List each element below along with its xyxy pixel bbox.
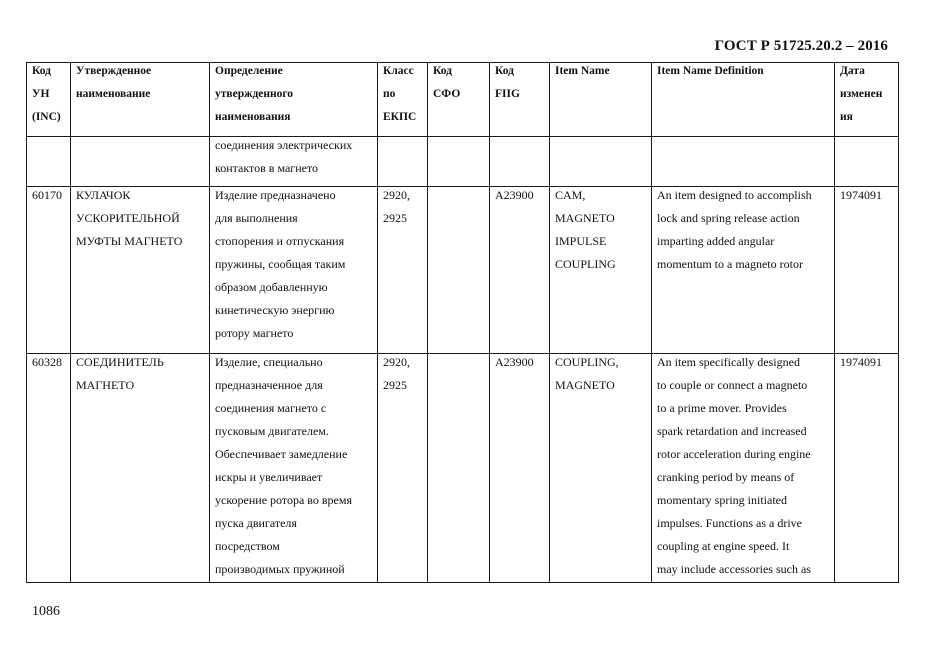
- name-ru-cell: [71, 187, 210, 354]
- cell-line: наименования: [215, 111, 291, 123]
- page-number: 1086: [32, 604, 60, 619]
- cell-line: An item specifically designed: [657, 355, 800, 369]
- cell-line: COUPLING: [555, 257, 616, 271]
- cell-line: МАГНЕТО: [76, 378, 135, 392]
- sfo-cell: [428, 354, 490, 583]
- cell-line: посредством: [215, 539, 280, 553]
- header-date: [835, 63, 899, 137]
- cell-line: 2920,: [383, 188, 410, 202]
- cell-line: ротору магнето: [215, 326, 294, 340]
- cell-line: для выполнения: [215, 211, 298, 225]
- cell-line: ия: [840, 111, 853, 123]
- item-name-cell: [550, 187, 652, 354]
- inc-cell: 60328: [27, 354, 71, 583]
- cell-line: УН: [32, 88, 50, 100]
- cell-line: Item Name Definition: [657, 65, 764, 77]
- definition-en-cell: [652, 187, 835, 354]
- header-definition-ru: [210, 63, 378, 137]
- cell-line: МУФТЫ МАГНЕТО: [76, 234, 183, 248]
- cell-line: предназначенное для: [215, 378, 323, 392]
- cell-line: искры и увеличивает: [215, 470, 323, 484]
- cell-line: пружины, сообщая таким: [215, 257, 346, 271]
- cell-line: momentary spring initiated: [657, 493, 787, 507]
- cell-line: COUPLING,: [555, 355, 619, 369]
- cell-line: impulses. Functions as a drive: [657, 516, 802, 530]
- table-row: [27, 137, 899, 187]
- cell-line: утвержденного: [215, 88, 294, 100]
- cell-line: 2925: [383, 211, 407, 225]
- cell-line: imparting added angular: [657, 234, 775, 248]
- cell-line: to a prime mover. Provides: [657, 401, 787, 415]
- cell-line: Код: [32, 65, 52, 77]
- cell-line: УСКОРИТЕЛЬНОЙ: [76, 211, 180, 225]
- cell-line: пусковым двигателем.: [215, 424, 329, 438]
- cell-line: СОЕДИНИТЕЛЬ: [76, 355, 164, 369]
- definition-ru-cell: [210, 137, 378, 187]
- cell-line: Дата: [840, 65, 865, 77]
- cell-line: momentum to a magneto rotor: [657, 257, 803, 271]
- cell-line: coupling at engine speed. It: [657, 539, 790, 553]
- cell-line: по: [383, 88, 396, 100]
- definition-ru-cell: [210, 187, 378, 354]
- header-inc: [27, 63, 71, 137]
- cell-line: Утвержденное: [76, 65, 152, 77]
- cell-line: ЕКПС: [383, 111, 417, 123]
- cell-line: соединения электрических: [215, 138, 353, 152]
- cell-line: cranking period by means of: [657, 470, 795, 484]
- cell-line: Item Name: [555, 65, 610, 77]
- cell-line: соединения магнето с: [215, 401, 327, 415]
- cell-line: КУЛАЧОК: [76, 188, 131, 202]
- cell-line: lock and spring release action: [657, 211, 800, 225]
- name-ru-cell: [71, 354, 210, 583]
- header-approved-name: [71, 63, 210, 137]
- cell-line: ускорение ротора во время: [215, 493, 352, 507]
- cell-line: MAGNETO: [555, 211, 615, 225]
- class-cell: [378, 187, 428, 354]
- header-fiig: [490, 63, 550, 137]
- sfo-cell: [428, 187, 490, 354]
- document-title: ГОСТ Р 51725.20.2 – 2016: [714, 38, 888, 54]
- cell-line: образом добавленную: [215, 280, 328, 294]
- cell-line: MAGNETO: [555, 378, 615, 392]
- fiig-cell: A23900: [490, 354, 550, 583]
- item-name-cell: [550, 354, 652, 583]
- cell-line: may include accessories such as: [657, 562, 811, 576]
- definition-ru-cell: [210, 354, 378, 583]
- cell-line: контактов в магнето: [215, 161, 319, 175]
- cell-line: spark retardation and increased: [657, 424, 807, 438]
- date-cell: 1974091: [835, 354, 899, 583]
- fiig-cell: A23900: [490, 187, 550, 354]
- header-sfo: [428, 63, 490, 137]
- catalog-table: [26, 62, 899, 583]
- cell-line: кинетическую энергию: [215, 303, 335, 317]
- cell-line: Код: [495, 65, 515, 77]
- definition-en-cell: [652, 354, 835, 583]
- table-row: [27, 354, 899, 583]
- cell-line: Определение: [215, 65, 283, 77]
- cell-line: Код: [433, 65, 453, 77]
- cell-line: Изделие, специально: [215, 355, 323, 369]
- cell-line: 2925: [383, 378, 407, 392]
- inc-cell: 60170: [27, 187, 71, 354]
- cell-line: IMPULSE: [555, 234, 607, 248]
- header-item-name: [550, 63, 652, 137]
- class-cell: [378, 354, 428, 583]
- cell-line: Класс: [383, 65, 414, 77]
- cell-line: An item designed to accomplish: [657, 188, 812, 202]
- cell-line: изменен: [840, 88, 883, 100]
- cell-line: стопорения и отпускания: [215, 234, 345, 248]
- cell-line: rotor acceleration during engine: [657, 447, 811, 461]
- cell-line: Обеспечивает замедление: [215, 447, 348, 461]
- cell-line: пуска двигателя: [215, 516, 297, 530]
- cell-line: to couple or connect a magneto: [657, 378, 808, 392]
- cell-line: FIIG: [495, 88, 520, 100]
- date-cell: 1974091: [835, 187, 899, 354]
- cell-line: 2920,: [383, 355, 410, 369]
- cell-line: производимых пружиной: [215, 562, 345, 576]
- header-item-name-definition: [652, 63, 835, 137]
- cell-line: Изделие предназначено: [215, 188, 336, 202]
- header-class: [378, 63, 428, 137]
- table-row: [27, 187, 899, 354]
- cell-line: СФО: [433, 88, 461, 100]
- cell-line: (INC): [32, 111, 61, 123]
- cell-line: наименование: [76, 88, 151, 100]
- cell-line: CAM,: [555, 188, 586, 202]
- table-header-row: [27, 63, 899, 137]
